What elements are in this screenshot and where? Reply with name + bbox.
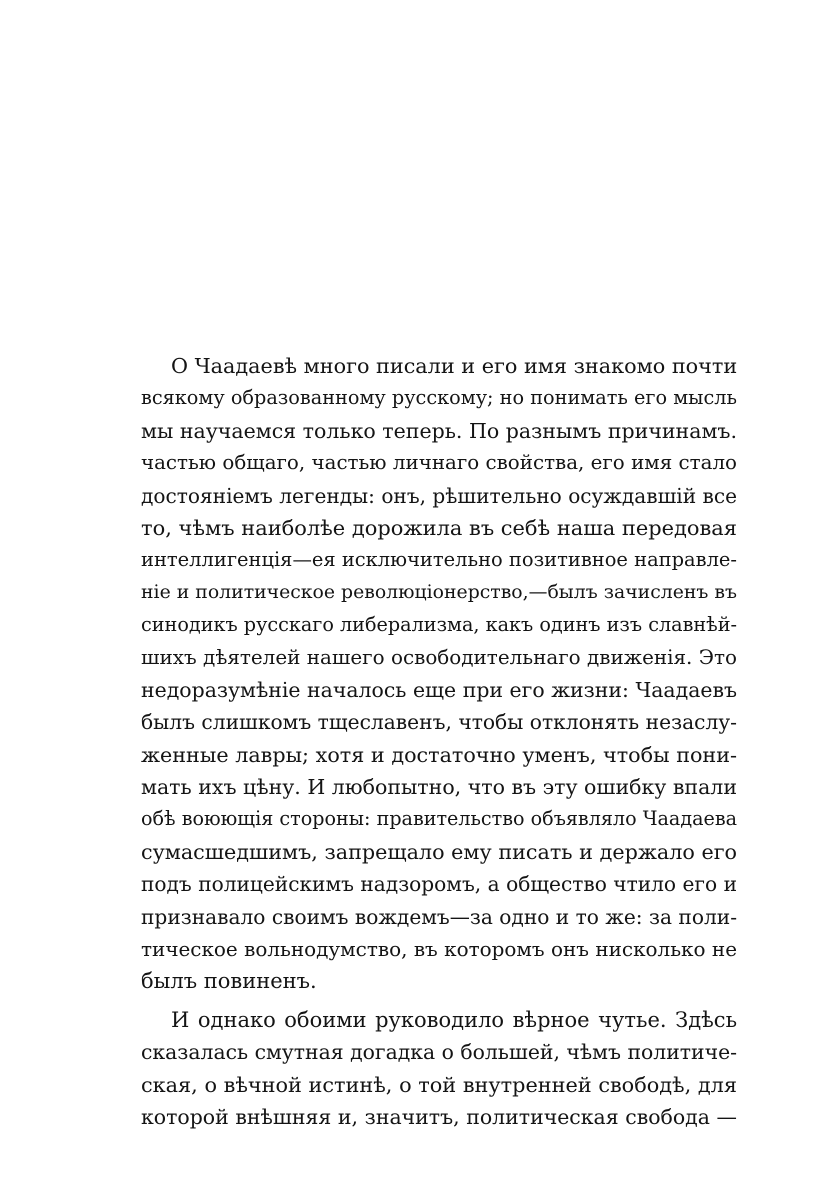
text-line: которой внѣшняя и, значитъ, политическая свобода — bbox=[141, 1104, 737, 1129]
text-line: сказалась смутная догадка о большей, чѣмъ политиче- bbox=[141, 1040, 737, 1065]
text-line: сумасшедшимъ, запрещало ему писать и держало его bbox=[141, 839, 737, 864]
text-line: ніе и политическое революціонерство,—былъ зачисленъ въ bbox=[141, 581, 737, 603]
text-line: частью общаго, частью личнаго свойства, его имя стало bbox=[141, 451, 737, 475]
text-line: тическое вольнодумство, въ которомъ онъ нисколько не bbox=[141, 937, 737, 962]
body-text bbox=[141, 350, 737, 1133]
text-line: достояніемъ легенды: онъ, рѣшительно осуждавшій все bbox=[141, 483, 737, 508]
text-line: подъ полицейскимъ надзоромъ, а общество чтило его и bbox=[141, 872, 737, 897]
text-line: И однако обоими руководило вѣрное чутье. Здѣсь bbox=[171, 1007, 737, 1032]
text-line: шихъ дѣятелей нашего освободительнаго движенія. Это bbox=[141, 645, 737, 669]
text-line: мы научаемся только теперь. По разнымъ причинамъ. bbox=[141, 418, 737, 443]
paragraph-2 bbox=[141, 1004, 737, 1134]
text-line: всякому образованному русскому; но понимать его мысль bbox=[141, 386, 737, 410]
text-line: былъ слишкомъ тщеславенъ, чтобы отклонять незаслу- bbox=[141, 710, 737, 735]
text-line: признавало своимъ вождемъ—за одно и то же: за поли- bbox=[141, 904, 737, 929]
text-line: интеллигенція—ея исключительно позитивное направле- bbox=[141, 548, 738, 572]
text-line: то, чѣмъ наиболѣе дорожила въ себѣ наша передовая bbox=[141, 515, 737, 540]
text-line: обѣ воюющія стороны: правительство объявляло Чаадаева bbox=[141, 807, 737, 831]
text-line: мать ихъ цѣну. И любопытно, что въ эту ошибку впали bbox=[141, 775, 737, 800]
text-line: женные лавры; хотя и достаточно уменъ, чтобы пони- bbox=[141, 742, 737, 767]
text-line: синодикъ русскаго либерализма, какъ одинъ изъ славнѣй- bbox=[141, 613, 737, 637]
paragraph-1 bbox=[141, 350, 737, 998]
text-line: О Чаадаевѣ много писали и его имя знакомо почти bbox=[171, 354, 738, 378]
text-line: недоразумѣніе началось еще при его жизни: Чаадаевъ bbox=[141, 677, 737, 702]
text-line: былъ повиненъ. bbox=[141, 969, 317, 994]
text-line: ская, о вѣчной истинѣ, о той внутренней свободѣ, для bbox=[141, 1072, 737, 1097]
